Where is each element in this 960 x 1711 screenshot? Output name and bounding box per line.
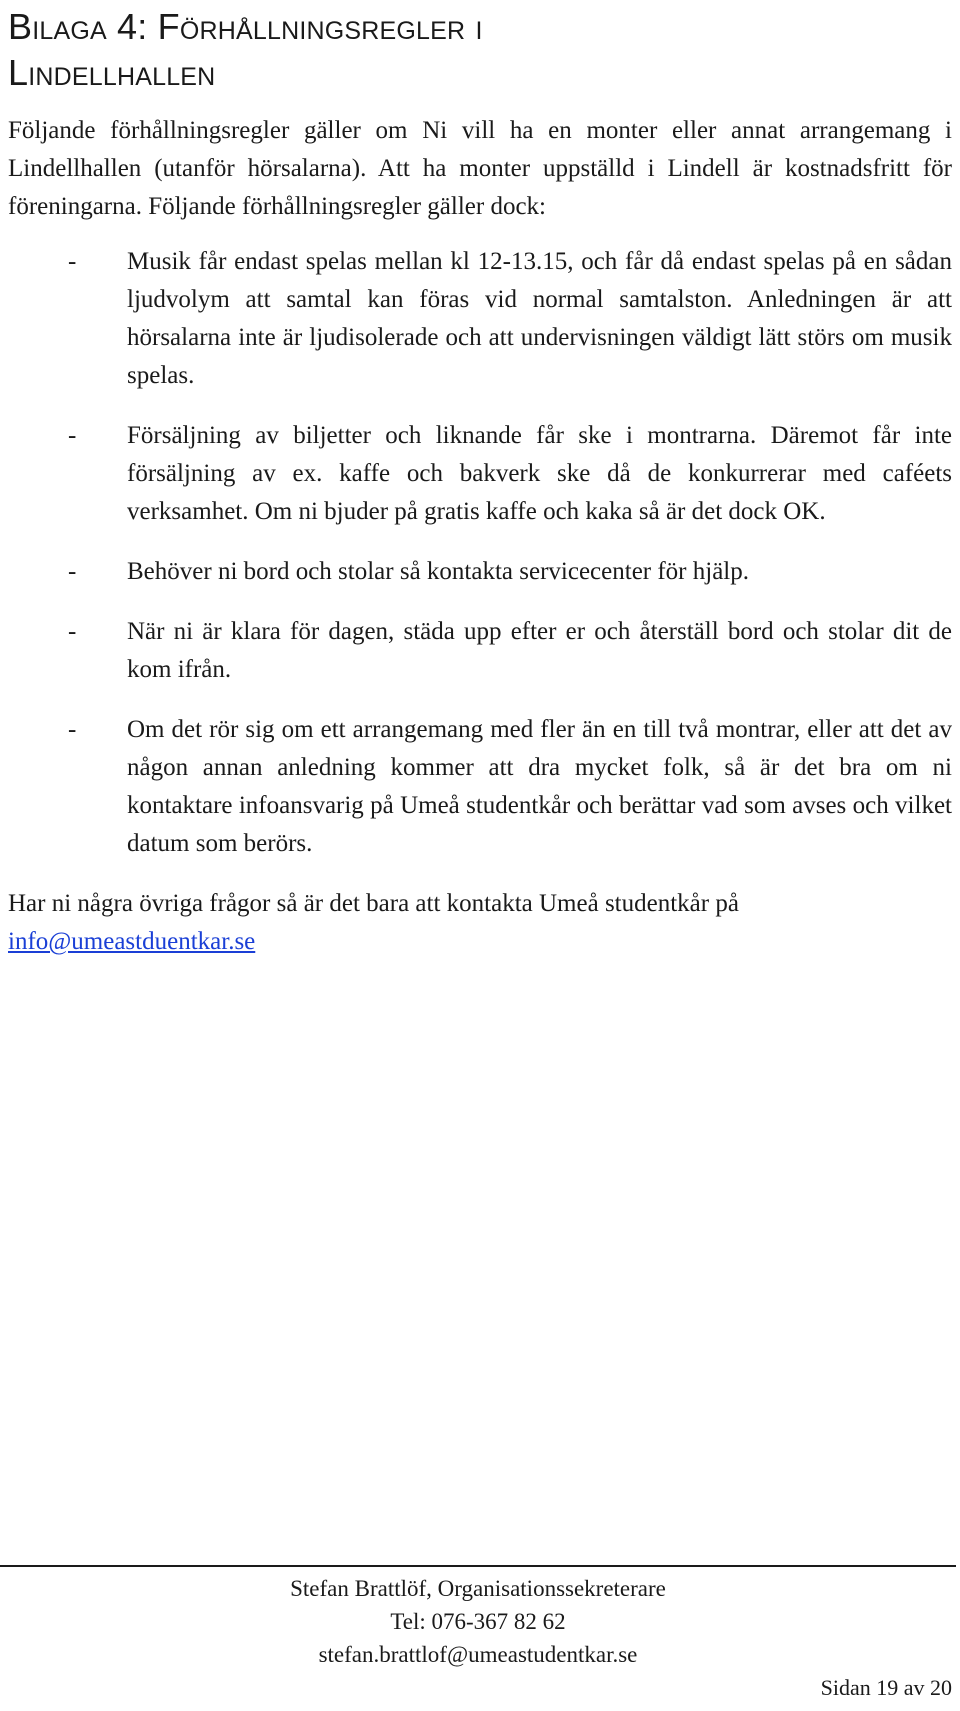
- list-item: [8, 711, 952, 863]
- rule-text: Försäljning av biljetter och liknande får ske i montrarna. Däremot får inte försäljning av ex. kaffe och bakverk ske då de konkurrerar med caféets verksamhet. Om ni bjuder på gratis kaffe och kaka så är det dock OK.: [127, 422, 952, 525]
- list-item: [8, 417, 952, 531]
- footer-name: Stefan Brattlöf, Organisationssekreterare: [290, 1576, 666, 1601]
- heading-line-1: Bilaga 4: Förhållningsregler i: [8, 6, 483, 47]
- footer-email: stefan.brattlof@umeastudentkar.se: [318, 1642, 638, 1667]
- rules-list: [8, 243, 952, 863]
- intro-paragraph: Följande förhållningsregler gäller om Ni vill ha en monter eller annat arrangemang i Lindellhallen (utanför hörsalarna). Att ha monter uppställd i Lindell är kostnadsfritt för föreningarna. Följande förhållningsregler gäller dock:: [8, 117, 952, 220]
- document-body: [8, 112, 952, 961]
- bullet-dash: -: [68, 422, 77, 449]
- footer-divider: [0, 1565, 956, 1567]
- email-link[interactable]: info@umeastduentkar.se: [8, 928, 256, 955]
- heading-line-2: Lindellhallen: [8, 52, 216, 93]
- list-item: [8, 553, 952, 591]
- rule-text: När ni är klara för dagen, städa upp efter er och återställ bord och stolar dit de kom ifrån.: [127, 618, 952, 683]
- bullet-dash: -: [68, 618, 77, 645]
- page-heading: [8, 4, 908, 96]
- closing-text: Har ni några övriga frågor så är det bara att kontakta Umeå studentkår på: [8, 890, 739, 917]
- rule-text: Behöver ni bord och stolar så kontakta servicecenter för hjälp.: [127, 558, 749, 585]
- footer: [0, 1572, 956, 1671]
- footer-phone: Tel: 076-367 82 62: [390, 1609, 566, 1634]
- list-item: [8, 613, 952, 689]
- rule-text: Musik får endast spelas mellan kl 12-13.15, och får då endast spelas på en sådan ljudvolym att samtal kan föras vid normal samtalston. Anledningen är att hörsalarna inte är ljudisolerade och att undervisningen väldigt lätt störs om musik spelas.: [127, 248, 952, 389]
- closing-paragraph: [8, 885, 952, 961]
- bullet-dash: -: [68, 716, 77, 743]
- list-item: [8, 243, 952, 395]
- bullet-dash: -: [68, 558, 77, 585]
- bullet-dash: -: [68, 248, 77, 275]
- rule-text: Om det rör sig om ett arrangemang med fler än en till två montrar, eller att det av någon annan anledning kommer att dra mycket folk, så är det bra om ni kontaktare infoansvarig på Umeå studentkår och berättar vad som avses och vilket datum som berörs.: [127, 716, 952, 857]
- page-number: Sidan 19 av 20: [820, 1675, 952, 1700]
